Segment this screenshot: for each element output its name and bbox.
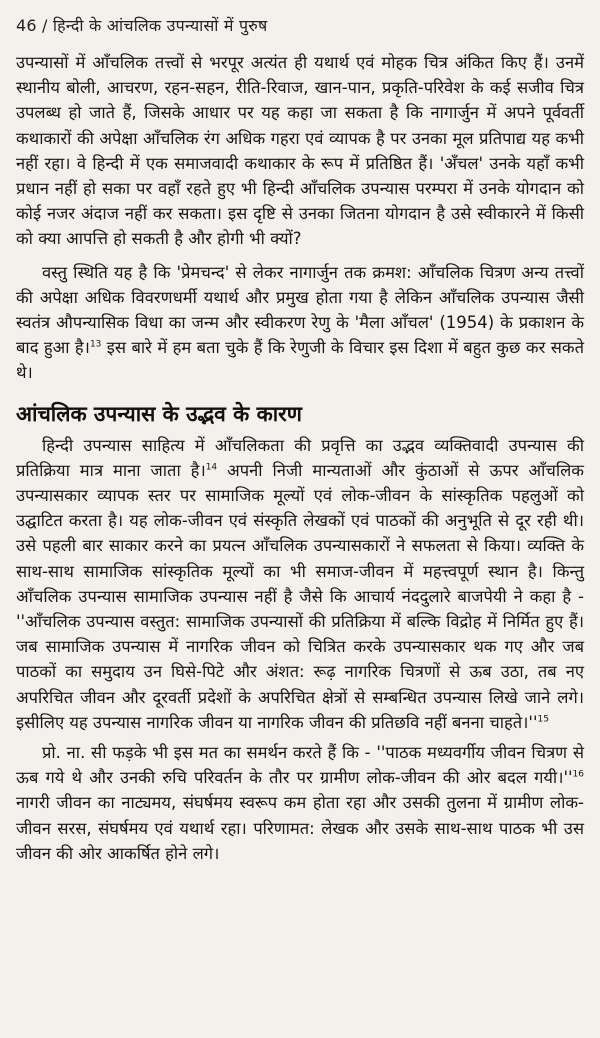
paragraph-phadke-tail: नागरी जीवन का नाट्यमय, संघर्षमय स्वरूप कम होता रहा और उसकी तुलना में ग्रामीण लोक-जीवन सरस, संघर्षमय एवं यथार्थ रहा। परिणामत: लेखक और उसके साथ-साथ पाठक भी उस जीवन की ओर आकर्षित होने लगे। bbox=[16, 793, 584, 863]
paragraph-phadke-text: प्रो. ना. सी फड़के भी इस मत का समर्थन करते हैं कि - ''पाठक मध्यवर्गीय जीवन चित्रण से ऊब गये थे और उनकी रुचि परिवर्तन के तौर पर ग्रामीण लोक-जीवन की ओर बदल गयी।'' bbox=[16, 743, 584, 788]
paragraph-origin-mid: अपनी निजी मान्यताओं और कुंठाओं से ऊपर आँचलिक उपन्यासकार व्यापक स्तर पर सामाजिक मूल्यों एवं लोक-जीवन के सांस्कृतिक पहलुओं को उद्घाटित करता है। यह लोक-जीवन एवं संस्कृति लेखकों एवं पाठकों की अनुभूति से दूर रही थी। उसे पहली बार साकार करने का प्रयत्न आँचलिक उपन्यासकारों ने सफलता से किया। व्यक्ति के साथ-साथ सामाजिक सांस्कृतिक मूल्यों का भी समाज-जीवन में महत्त्वपूर्ण स्थान है। किन्तु आँचलिक उपन्यास सामाजिक उपन्यास नहीं है जैसे कि आचार्य नंददुलारे बाजपेयी ने कहा है - ''आँचलिक उपन्यास वस्तुत: सामाजिक उपन्यासों की प्रतिक्रिया में बल्कि विद्रोह में निर्मित हुए हैं। जब सामाजिक उपन्यास में नागरिक जीवन को चित्रित करके उपन्यासकार थक गए और जब पाठकों का समुदाय उन घिसे-पिटे और अंशत: रूढ़ नागरिक चित्रणों से ऊब उठा, तब नए अपरिचित जीवन और दूरवर्ती प्रदेशों के अपरिचित क्षेत्रों से सम्बन्धित उपन्यास लिखे जाने लगे। इसीलिए यह उपन्यास नागरिक जीवन या नागरिक जीवन की प्रतिछवि नहीं बनना चाहते।'' bbox=[16, 460, 584, 732]
footnote-ref-14: 14 bbox=[205, 462, 218, 473]
paragraph-origin bbox=[16, 433, 584, 735]
running-head: 46 / हिन्दी के आंचलिक उपन्यासों में पुरुष bbox=[16, 16, 268, 35]
paragraph-origin-text: हिन्दी उपन्यास साहित्य में आँचलिकता की प्रवृत्ति का उद्भव व्यक्तिवादी उपन्यास की प्रतिक्रिया मात्र माना जाता है। bbox=[16, 435, 584, 480]
footnote-ref-16: 16 bbox=[572, 769, 584, 780]
paragraph-premchand-text: वस्तु स्थिति यह है कि 'प्रेमचन्द' से लेकर नागार्जुन तक क्रमश: आँचलिक चित्रण अन्य तत्त्वों की अपेक्षा अधिक विवरणधर्मी यथार्थ और प्रमुख होता गया है लेकिन आँचलिक उपन्यास जैसी स्वतंत्र औपन्यासिक विधा का जन्म और स्वीकरण रेणु के 'मैला आँचल' (1954) के प्रकाशन के बाद हुआ है। bbox=[16, 262, 584, 358]
paragraph-nagarjun: उपन्यासों में आँचलिक तत्त्वों से भरपूर अत्यंत ही यथार्थ एवं मोहक चित्र अंकित किए हैं। उनमें स्थानीय बोली, आचरण, रहन-सहन, रीति-रिवाज, खान-पान, प्रकृति-परिवेश के कई सजीव चित्र उपलब्ध हो जाते हैं, जिसके आधार पर यह कहा जा सकता है कि नागार्जुन में अपने पूर्ववर्ती कथाकारों की अपेक्षा आँचलिक रंग अधिक गहरा एवं व्यापक है पर उनका मूल प्रतिपाद्य यह कभी नहीं रहा। वे हिन्दी में एक समाजवादी कथाकार के रूप में प्रतिष्ठित हैं। 'अँचल' उनके यहाँ कभी प्रधान नहीं हो सका पर वहाँ रहते हुए भी हिन्दी आँचलिक उपन्यास परम्परा में उनके योगदान को कोई नजर अंदाज नहीं कर सकता। इस दृष्टि से उनका जितना योगदान है उसे स्वीकारने में किसी को क्या आपत्ति हो सकती है और होगी भी क्यों? bbox=[16, 53, 584, 249]
footnote-ref-15: 15 bbox=[537, 714, 549, 725]
paragraph-premchand-tail: इस बारे में हम बता चुके हैं कि रेणुजी के विचार इस दिशा में बहुत कुछ कर सकते थे। bbox=[16, 338, 584, 383]
section-heading: आंचलिक उपन्यास के उद्भव के कारण bbox=[16, 401, 302, 426]
paragraph-phadke bbox=[16, 740, 584, 866]
footnote-ref-13: 13 bbox=[89, 339, 102, 350]
paragraph-premchand bbox=[16, 260, 584, 386]
